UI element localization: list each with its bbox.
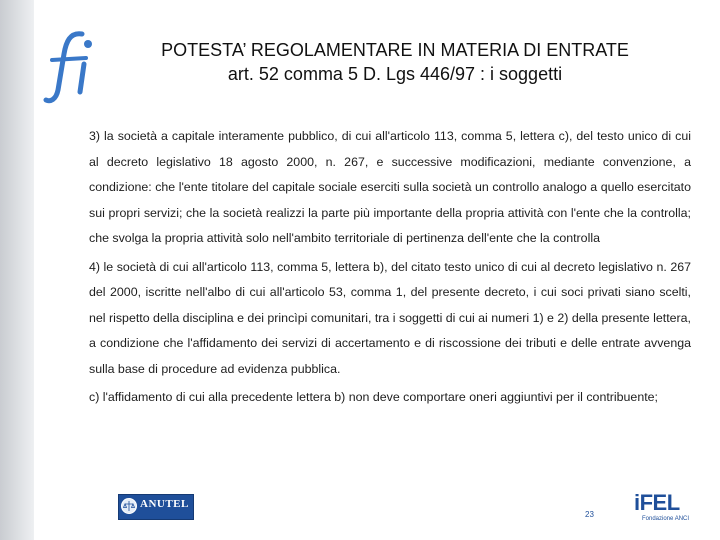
anutel-logo	[118, 494, 194, 520]
ifel-logo-subtitle: Fondazione ANCI	[642, 516, 690, 522]
ifel-logo-text: iFEL	[634, 490, 680, 515]
slide-body	[89, 124, 691, 414]
left-decorative-bar	[0, 0, 34, 540]
title-line-2: art. 52 comma 5 D. Lgs 446/97 : i soggetti	[227, 64, 563, 84]
page-number: 23	[585, 510, 594, 519]
ifel-logo	[628, 490, 690, 526]
slide-title	[100, 38, 690, 86]
title-line-1: POTESTA’ REGOLAMENTARE IN MATERIA DI ENTRATE	[161, 40, 629, 60]
paragraph-c: c) l'affidamento di cui alla precedente lettera b) non deve comportare oneri aggiuntivi per il contribuente;	[89, 390, 658, 404]
paragraph-3: 3) la società a capitale interamente pubblico, di cui all'articolo 113, comma 5, lettera c), del testo unico di cui al decreto legislativo 18 agosto 2000, n. 267, e successive modificazioni, mediante convenzione, a condizione: che l'ente titolare del capitale sociale eserciti sulla società un controllo analogo a quello esercitato sui propri servizi; che la società realizzi la parte più importante della propria attività con l'ente che la controlla; che svolga la propria attività solo nell'ambito territoriale di pertinenza dell'ente che la controlla	[89, 129, 691, 245]
paragraph-4: 4) le società di cui all'articolo 113, comma 5, lettera b), del citato testo unico di cui al decreto legislativo n. 267 del 2000, iscritte nell'albo di cui all'articolo 53, comma 1, del presente decreto, i cui soci privati siano scelti, nel rispetto della disciplina e dei princìpi comunitari, tra i soggetti di cui ai numeri 1) e 2) della presente lettera, a condizione che l'affidamento dei servizi di accertamento e di riscossione dei tributi e delle entrate avvenga sulla base di procedure ad evidenza pubblica.	[89, 259, 691, 376]
fi-logo-icon	[42, 30, 98, 106]
anutel-logo-text: ANUTEL	[140, 498, 189, 510]
scales-seal-icon	[121, 497, 137, 515]
